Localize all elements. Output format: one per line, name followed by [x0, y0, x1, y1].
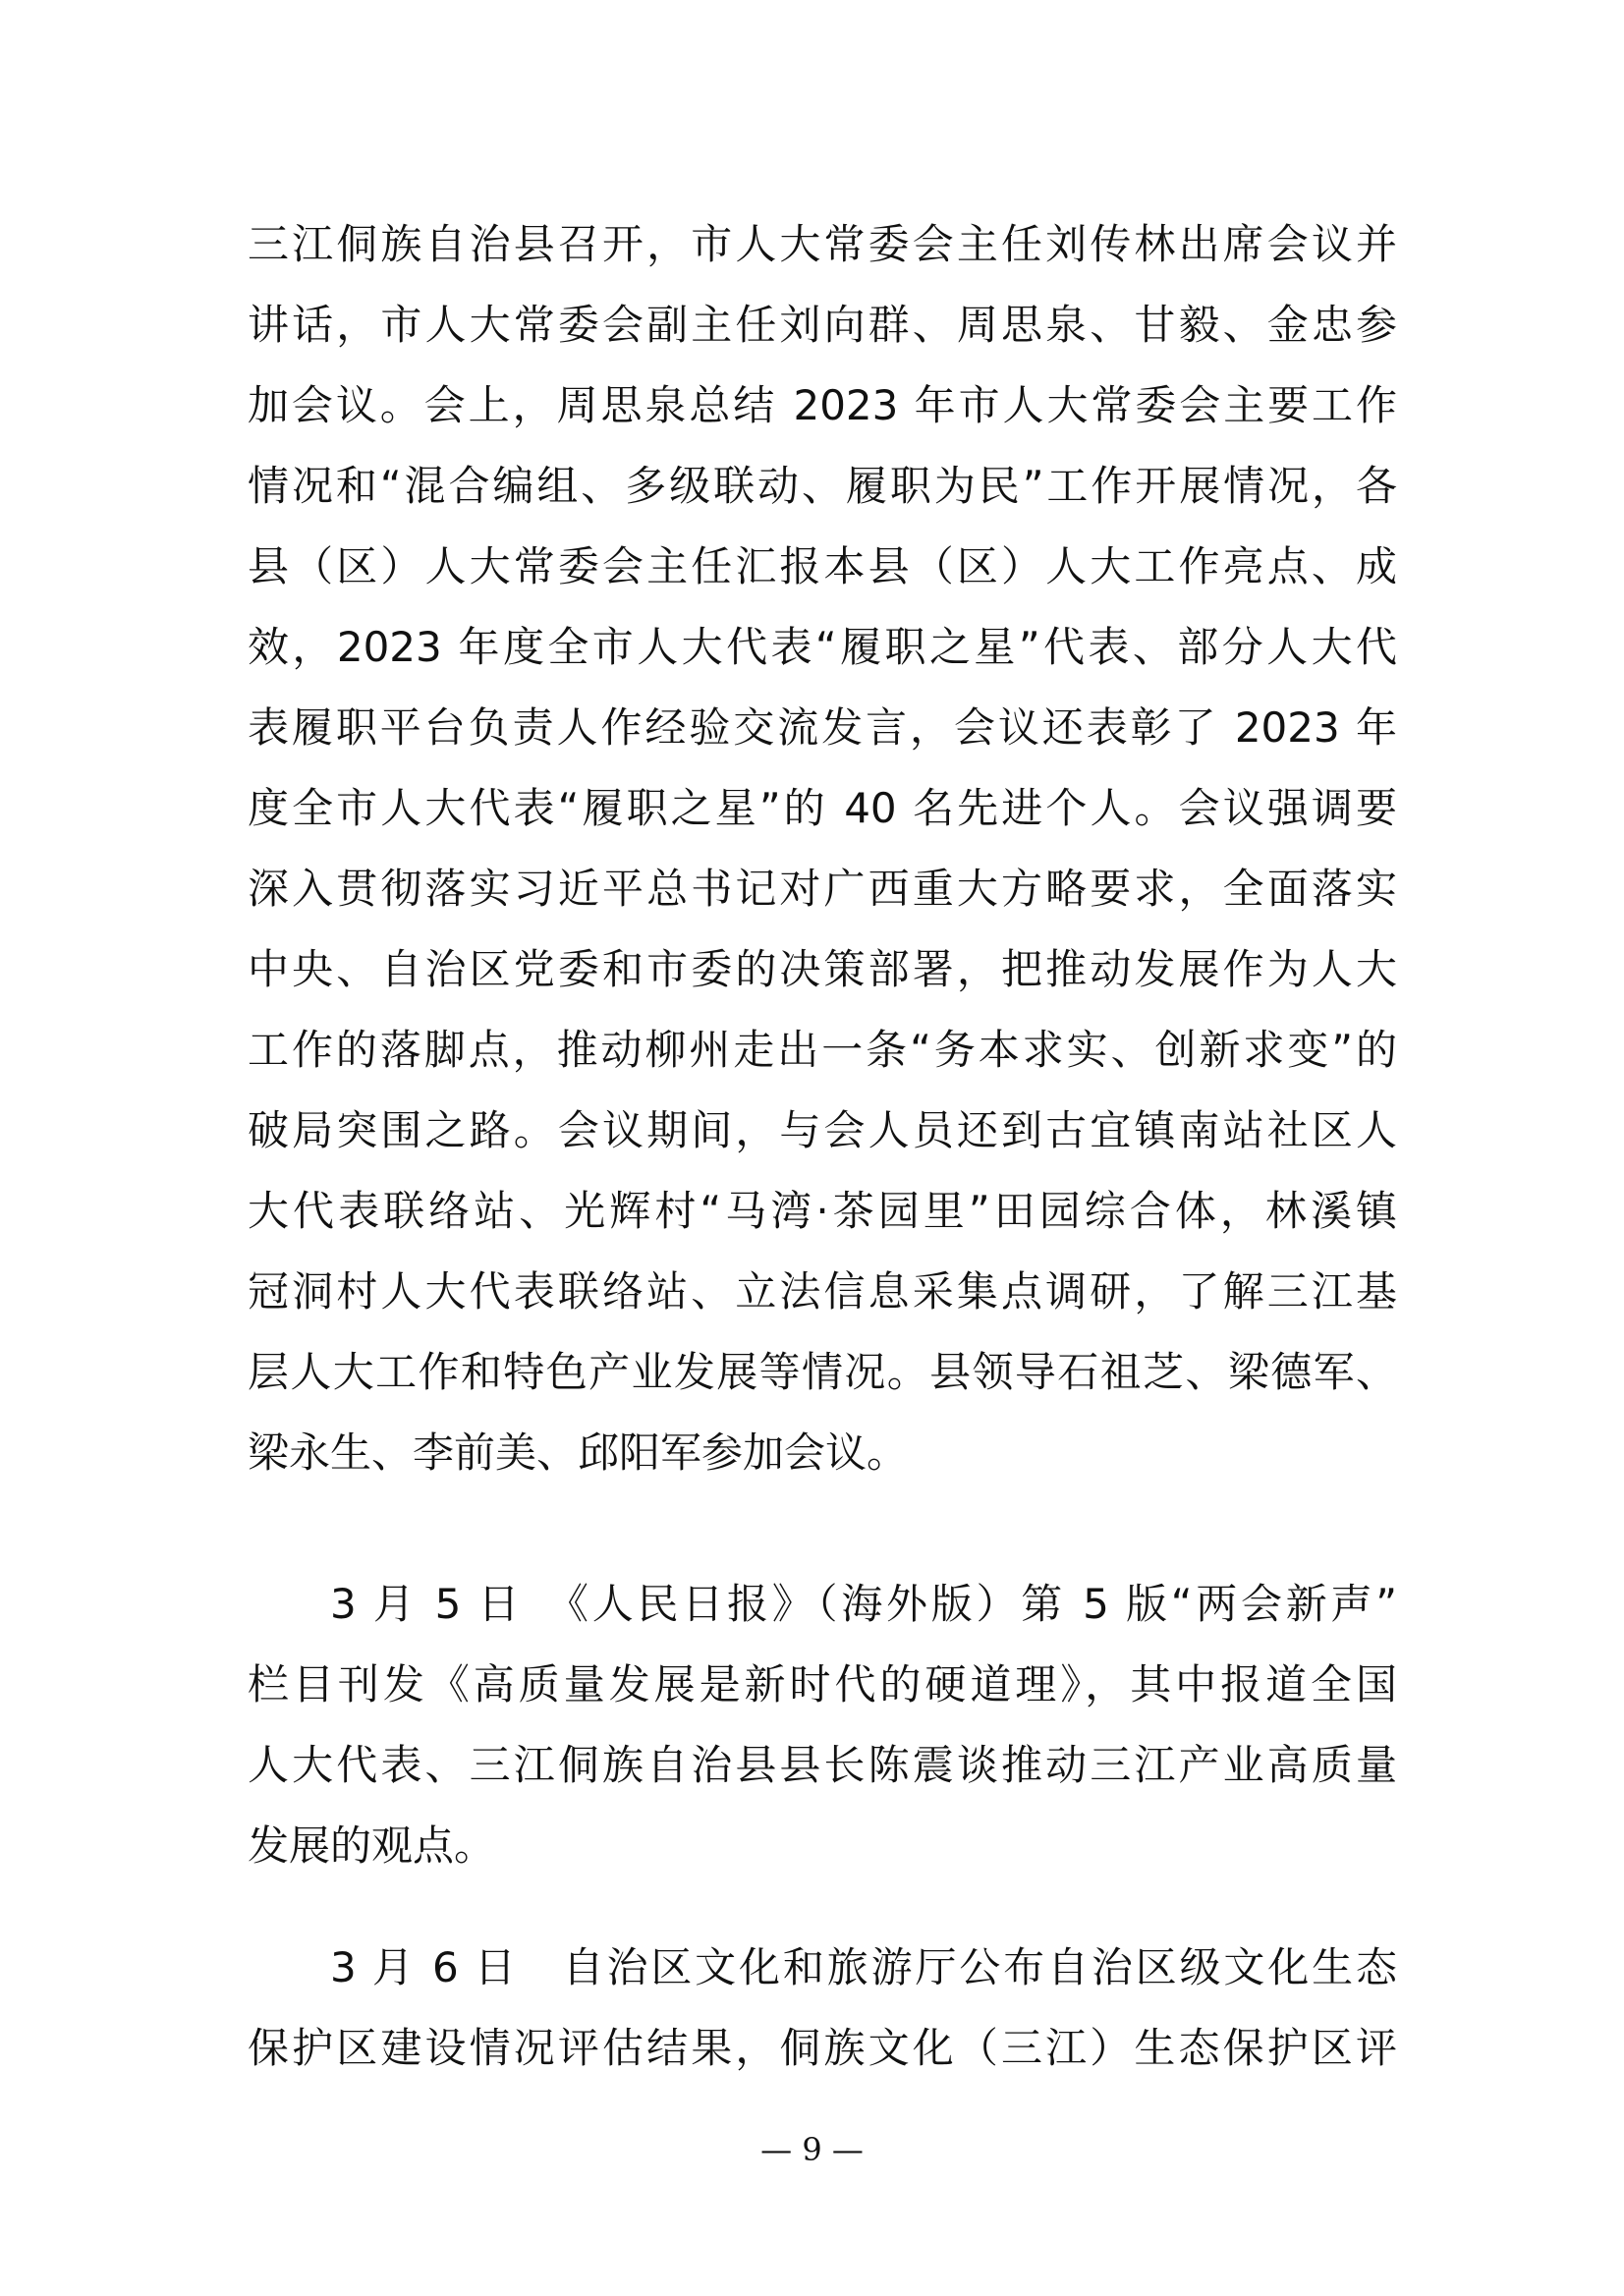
text-line: 讲话，市人大常委会副主任刘向群、周思泉、甘毅、金忠参 [248, 301, 1397, 349]
text-line: 工作的落脚点，推动柳州走出一条“务本求实、创新求变”的 [248, 1026, 1397, 1074]
text-line: 度全市人大代表“履职之星”的 40 名先进个人。会议强调要 [248, 784, 1397, 832]
text-line: 大代表联络站、光辉村“马湾·茶园里”田园综合体，林溪镇 [248, 1187, 1397, 1235]
text-line: 层人大工作和特色产业发展等情况。县领导石祖芝、梁德军、 [248, 1348, 1397, 1396]
text-line: 三江侗族自治县召开，市人大常委会主任刘传林出席会议并 [248, 220, 1397, 268]
paragraph-continuation [248, 204, 1397, 1493]
text-line: 栏目刊发《高质量发展是新时代的硬道理》，其中报道全国 [248, 1660, 1397, 1708]
text-line: 3 月 5 日 《人民日报》（海外版）第 5 版“两会新声” [330, 1580, 1397, 1628]
text-line: 3 月 6 日 自治区文化和旅游厅公布自治区级文化生态 [330, 1943, 1397, 1991]
text-line: 表履职平台负责人作经验交流发言，会议还表彰了 2023 年 [248, 703, 1397, 752]
text-line: 人大代表、三江侗族自治县县长陈震谈推动三江产业高质量 [248, 1741, 1397, 1789]
text-line: 效，2023 年度全市人大代表“履职之星”代表、部分人大代 [248, 623, 1397, 671]
text-line: 深入贯彻落实习近平总书记对广西重大方略要求，全面落实 [248, 865, 1397, 913]
paragraph-march-6 [248, 1928, 1397, 2089]
text-line: 县（区）人大常委会主任汇报本县（区）人大工作亮点、成 [248, 542, 1397, 590]
text-line: 冠洞村人大代表联络站、立法信息采集点调研，了解三江基 [248, 1267, 1397, 1316]
text-line: 破局突围之路。会议期间，与会人员还到古宜镇南站社区人 [248, 1106, 1397, 1154]
paragraph-march-5 [248, 1564, 1397, 1886]
text-line: 保护区建设情况评估结果，侗族文化（三江）生态保护区评 [248, 2024, 1397, 2072]
text-line: 中央、自治区党委和市委的决策部署，把推动发展作为人大 [248, 945, 1397, 993]
text-line: 加会议。会上，周思泉总结 2023 年市人大常委会主要工作 [248, 381, 1397, 429]
text-line: 情况和“混合编组、多级联动、履职为民”工作开展情况，各 [248, 462, 1397, 510]
page-number: — 9 — [760, 2131, 864, 2168]
text-line: 梁永生、李前美、邱阳军参加会议。 [248, 1428, 909, 1477]
text-line: 发展的观点。 [248, 1821, 496, 1870]
